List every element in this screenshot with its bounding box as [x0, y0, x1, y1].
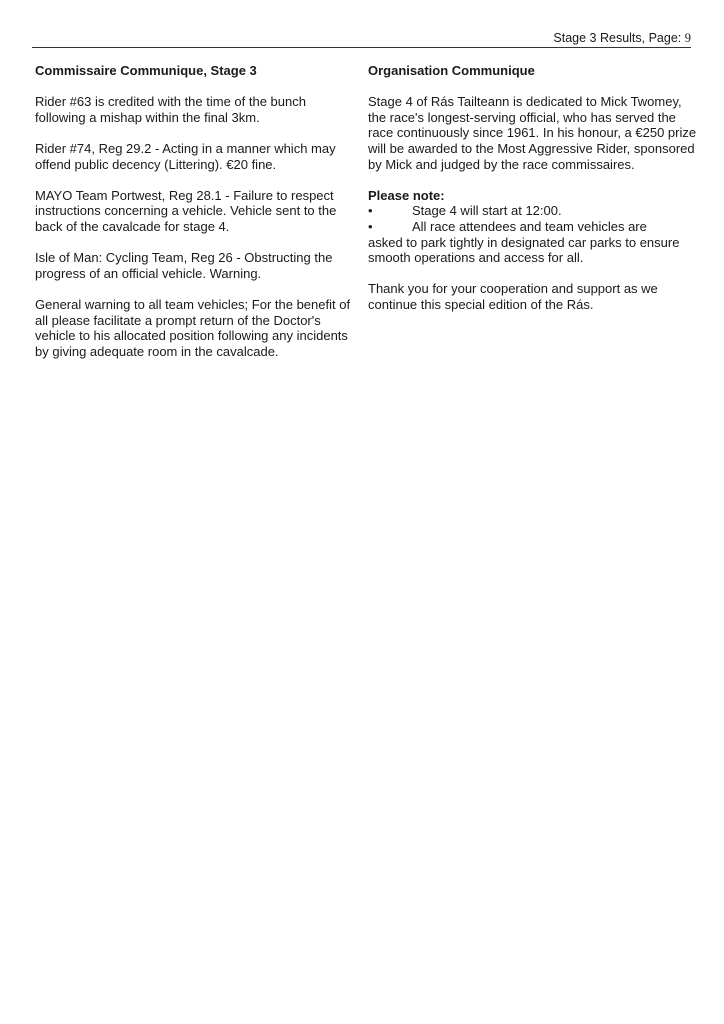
commissaire-communique-title: Commissaire Communique, Stage 3 — [35, 63, 257, 78]
communique-item-mayo-team: MAYO Team Portwest, Reg 28.1 - Failure to respect instructions concerning a vehicle. Vehicle sent to the back of the cavalcade for stage 4. — [35, 187, 337, 234]
organisation-communique-title: Organisation Communique — [368, 63, 535, 78]
bullet-text: Stage 4 will start at 12:00. — [412, 203, 562, 219]
page-number: 9 — [684, 31, 691, 45]
communique-item-rider-74: Rider #74, Reg 29.2 - Acting in a manner which may offend public decency (Littering). €20 fine. — [35, 140, 336, 172]
bullet-icon: • — [368, 203, 373, 219]
communique-item-isle-of-man: Isle of Man: Cycling Team, Reg 26 - Obstructing the progress of an official vehicle. Warning. — [35, 250, 333, 281]
please-note-heading: Please note: — [368, 187, 445, 203]
communique-item-rider-63: Rider #63 is credited with the time of the bunch following a mishap within the final 3km. — [35, 94, 306, 125]
page-header — [32, 30, 691, 48]
header-label: Stage 3 Results, Page: — [553, 31, 682, 45]
bullet-item-start-time — [368, 203, 698, 219]
bullet-icon: • — [368, 218, 373, 234]
bullet-text: All race attendees and team vehicles are — [412, 218, 647, 234]
bullet-item-parking — [368, 219, 698, 235]
closing-paragraph: Thank you for your cooperation and support as we continue this special edition of the Rás. — [368, 281, 658, 312]
communique-item-general-warning: General warning to all team vehicles; For the benefit of all please facilitate a prompt return of the Doctor's vehicle to his allocated position following any incidents by giving adequate room in the cavalcade. — [35, 296, 351, 359]
commissaire-communique-column — [35, 63, 353, 375]
page-header-text — [553, 31, 691, 45]
organisation-communique-column — [368, 63, 698, 328]
bullet-text-continued: asked to park tightly in designated car parks to ensure smooth operations and access for all. — [368, 234, 680, 266]
stage-4-dedication-paragraph: Stage 4 of Rás Tailteann is dedicated to Mick Twomey, the race's longest-serving official, who has served the race continuously since 1961. In his honour, a €250 prize will be awarded to the Most Aggressive Rider, sponsored by Mick and judged by the race commissaires. — [368, 94, 697, 172]
